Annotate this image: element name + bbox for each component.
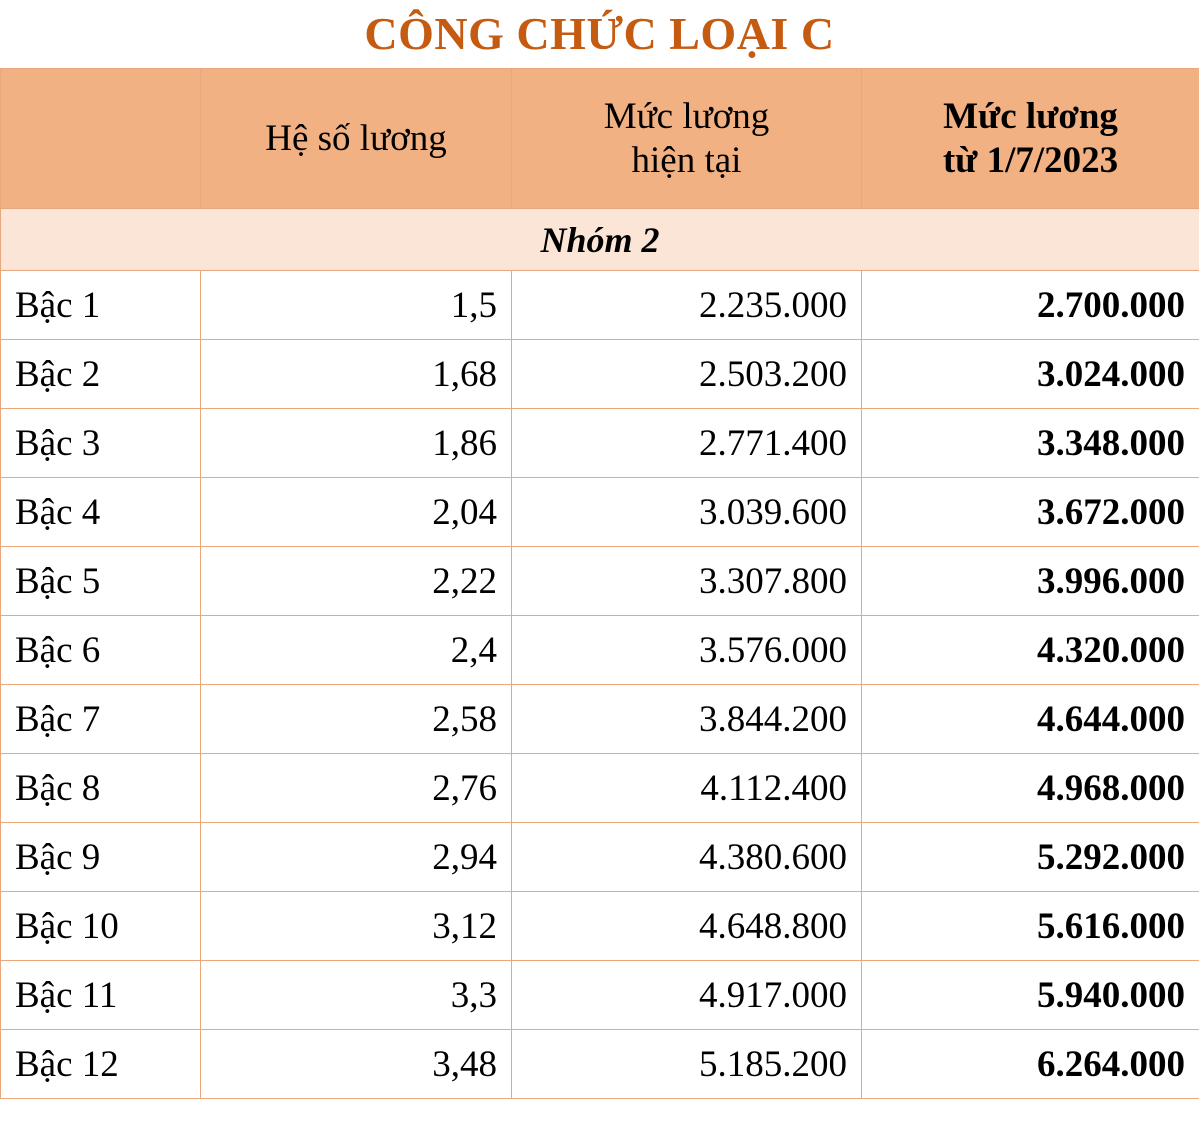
row-label: Bậc 2: [1, 340, 201, 409]
row-current-salary: 4.917.000: [512, 961, 862, 1030]
table-row: [1, 547, 1199, 616]
row-coefficient: 2,58: [201, 685, 512, 754]
row-coefficient: 1,5: [201, 271, 512, 340]
row-current-salary: 3.576.000: [512, 616, 862, 685]
row-label: Bậc 10: [1, 892, 201, 961]
row-new-salary: 6.264.000: [862, 1030, 1199, 1099]
row-label: Bậc 1: [1, 271, 201, 340]
row-new-salary: 5.940.000: [862, 961, 1199, 1030]
table-row: [1, 1030, 1199, 1099]
table-row: [1, 892, 1199, 961]
row-coefficient: 1,68: [201, 340, 512, 409]
column-header-blank: [1, 69, 201, 209]
row-new-salary: 3.672.000: [862, 478, 1199, 547]
row-coefficient: 2,04: [201, 478, 512, 547]
row-label: Bậc 9: [1, 823, 201, 892]
row-coefficient: 3,12: [201, 892, 512, 961]
page-title: CÔNG CHỨC LOẠI C: [364, 8, 835, 59]
column-header-coefficient-line1: Hệ số lương: [265, 117, 447, 159]
column-header-new-salary: [862, 69, 1199, 209]
group-row: [1, 209, 1199, 271]
table-row: [1, 271, 1199, 340]
row-coefficient: 2,94: [201, 823, 512, 892]
salary-table: [0, 68, 1199, 1099]
row-current-salary: 3.039.600: [512, 478, 862, 547]
table-row: [1, 823, 1199, 892]
row-new-salary: 2.700.000: [862, 271, 1199, 340]
row-coefficient: 2,22: [201, 547, 512, 616]
row-label: Bậc 7: [1, 685, 201, 754]
row-coefficient: 3,3: [201, 961, 512, 1030]
row-new-salary: 3.348.000: [862, 409, 1199, 478]
row-label: Bậc 11: [1, 961, 201, 1030]
column-header-coefficient: [201, 69, 512, 209]
row-label: Bậc 8: [1, 754, 201, 823]
row-current-salary: 3.844.200: [512, 685, 862, 754]
table-row: [1, 478, 1199, 547]
row-new-salary: 5.292.000: [862, 823, 1199, 892]
row-label: Bậc 12: [1, 1030, 201, 1099]
row-new-salary: 5.616.000: [862, 892, 1199, 961]
table-row: [1, 754, 1199, 823]
group-label: Nhóm 2: [1, 209, 1199, 271]
column-header-new-salary-line2: từ 1/7/2023: [942, 139, 1119, 181]
row-new-salary: 4.320.000: [862, 616, 1199, 685]
column-header-new-salary-line1: Mức lương: [943, 95, 1118, 137]
column-header-current-salary-line1: Mức lương: [603, 95, 770, 137]
row-coefficient: 2,76: [201, 754, 512, 823]
row-new-salary: 3.996.000: [862, 547, 1199, 616]
row-label: Bậc 3: [1, 409, 201, 478]
row-label: Bậc 5: [1, 547, 201, 616]
table-row: [1, 616, 1199, 685]
row-current-salary: 2.503.200: [512, 340, 862, 409]
row-current-salary: 5.185.200: [512, 1030, 862, 1099]
column-header-current-salary-line2: hiện tại: [631, 139, 742, 181]
row-new-salary: 3.024.000: [862, 340, 1199, 409]
row-current-salary: 4.380.600: [512, 823, 862, 892]
table-row: [1, 409, 1199, 478]
table-row: [1, 961, 1199, 1030]
table-row: [1, 685, 1199, 754]
row-coefficient: 2,4: [201, 616, 512, 685]
row-current-salary: 2.771.400: [512, 409, 862, 478]
row-new-salary: 4.968.000: [862, 754, 1199, 823]
row-coefficient: 3,48: [201, 1030, 512, 1099]
column-header-current-salary: [512, 69, 862, 209]
row-current-salary: 3.307.800: [512, 547, 862, 616]
row-current-salary: 4.648.800: [512, 892, 862, 961]
row-coefficient: 1,86: [201, 409, 512, 478]
row-current-salary: 2.235.000: [512, 271, 862, 340]
table-row: [1, 340, 1199, 409]
row-label: Bậc 6: [1, 616, 201, 685]
row-label: Bậc 4: [1, 478, 201, 547]
row-current-salary: 4.112.400: [512, 754, 862, 823]
table-header-row: [1, 69, 1199, 209]
row-new-salary: 4.644.000: [862, 685, 1199, 754]
